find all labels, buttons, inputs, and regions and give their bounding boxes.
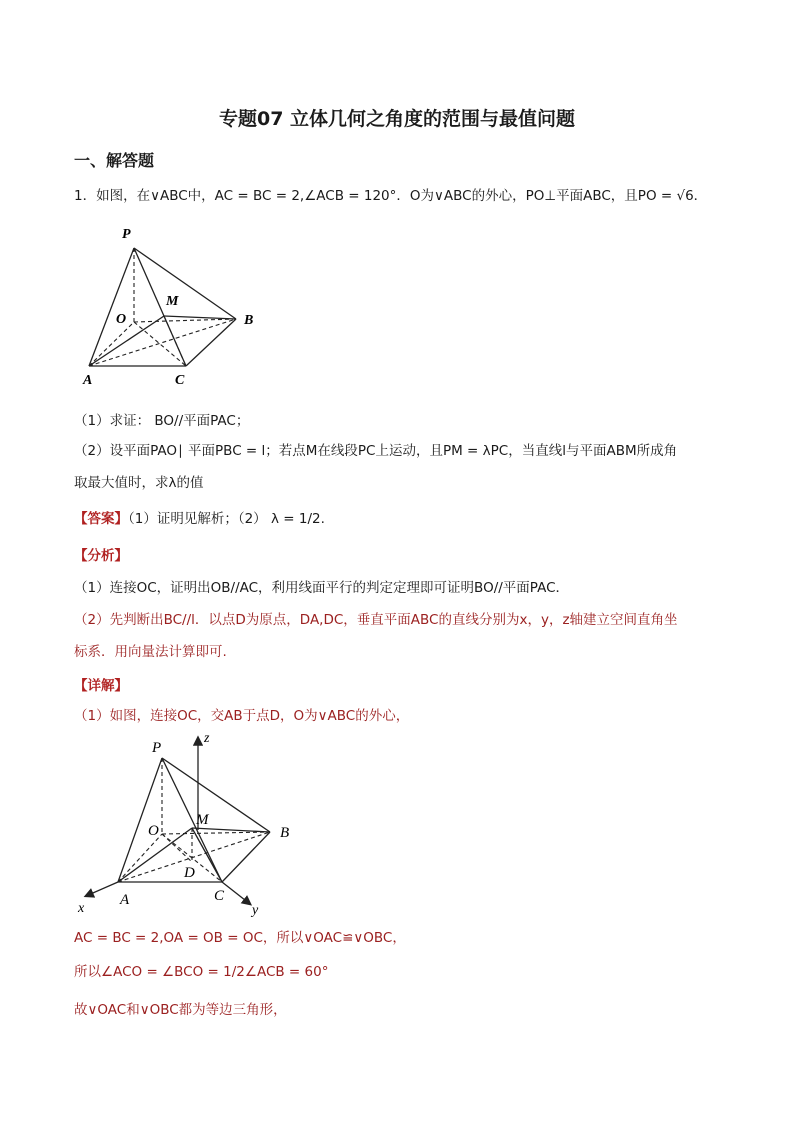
detail-label: 【详解】 (74, 678, 128, 694)
problem-statement: 1．如图，在∨ABC中，AC = BC = 2,∠ACB = 120°．O为∨ABC的外心，PO⊥平面ABC，且PO = √6． (74, 188, 708, 204)
pyramid-figure-2 (72, 730, 302, 920)
fig1-label-A: A (83, 373, 93, 388)
fig2-label-D: D (184, 865, 195, 881)
question-2-line-1: （2）设平面PAO∣ 平面PBC = l；若点M在线段PC上运动，且PM = λPC，当直线l与平面ABM所成角 (74, 443, 678, 459)
fig2-label-C: C (214, 888, 225, 904)
fig1-label-B: B (244, 313, 254, 328)
detail-equation-2: 所以∠ACO = ∠BCO = 1/2∠ACB = 60° (74, 964, 329, 980)
section-heading: 一、解答题 (74, 151, 155, 170)
detail-equation-1: AC = BC = 2,OA = OB = OC，所以∨OAC≌∨OBC， (74, 930, 406, 946)
fig2-label-P: P (152, 740, 162, 756)
question-2-line-2: 取最大值时，求λ的值 (74, 475, 204, 491)
answer-label: 【答案】 (74, 511, 128, 527)
detail-equation-3: 故∨OAC和∨OBC都为等边三角形， (74, 1002, 287, 1018)
fig2-label-z: z (204, 731, 210, 746)
analysis-paragraph-2-line-2: 标系．用向量法计算即可. (74, 644, 227, 660)
fig2-label-x: x (78, 901, 85, 916)
analysis-label: 【分析】 (74, 548, 128, 564)
fig2-label-M: M (196, 812, 209, 828)
analysis-paragraph-2-line-1: （2）先判断出BC//l．以点D为原点，DA,DC，垂直平面ABC的直线分别为x，y，z轴建立空间直角坐 (74, 612, 678, 628)
fig2-label-y: y (252, 903, 259, 918)
fig1-label-P: P (122, 227, 131, 242)
fig2-label-O: O (148, 823, 159, 839)
fig2-label-A: A (120, 892, 130, 908)
page-title: 专题07 立体几何之角度的范围与最值问题 (218, 108, 576, 130)
analysis-paragraph-1: （1）连接OC，证明出OB//AC，利用线面平行的判定定理即可证明BO//平面PAC． (74, 580, 569, 596)
fig1-label-C: C (175, 373, 185, 388)
fig1-label-O: O (116, 312, 127, 327)
answer-text: （1）证明见解析；（2） λ = 1/2. (128, 511, 325, 527)
pyramid-figure-1 (78, 222, 268, 390)
fig1-label-M: M (166, 294, 179, 309)
question-1: （1）求证： BO//平面PAC； (74, 413, 250, 429)
answer-line (74, 509, 325, 529)
fig2-label-B: B (280, 825, 290, 841)
detail-paragraph-1: （1）如图，连接OC，交AB于点D，O为∨ABC的外心， (74, 708, 410, 724)
